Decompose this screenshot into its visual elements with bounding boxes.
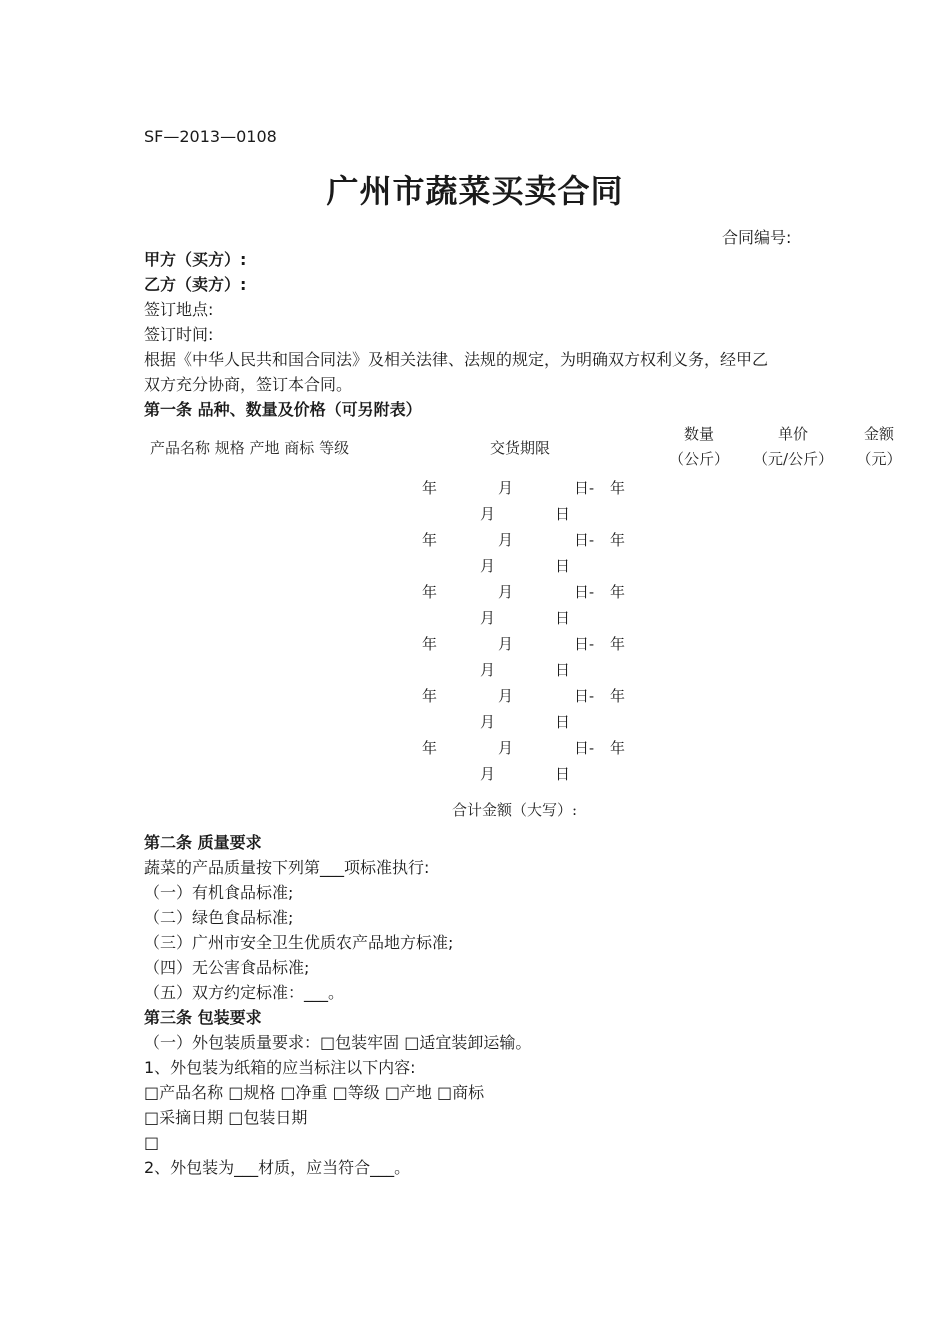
delivery-date-part: 月 bbox=[498, 635, 514, 653]
article-1-title: 第一条 品种、数量及价格（可另附表） bbox=[144, 400, 422, 419]
packaging-line: 2、外包装为___材质，应当符合___。 bbox=[144, 1158, 411, 1177]
delivery-date-part: 年 bbox=[422, 531, 438, 549]
delivery-date-part: 日 bbox=[555, 557, 571, 575]
quantity-label: 数量 bbox=[683, 425, 714, 443]
document-code: SF—2013—0108 bbox=[144, 127, 277, 146]
delivery-date-part: 年 bbox=[422, 583, 438, 601]
amount-label: 金额 bbox=[863, 425, 894, 443]
sign-place-label: 签订地点: bbox=[144, 300, 214, 319]
quantity-unit: （公斤） bbox=[668, 450, 729, 468]
packaging-checkbox-line: □产品名称 □规格 □净重 □等级 □产地 □商标 bbox=[144, 1083, 485, 1102]
table-header-delivery: 交货期限 bbox=[490, 439, 551, 457]
delivery-date-part: 月 bbox=[498, 739, 514, 757]
delivery-date-part: 月 bbox=[498, 583, 514, 601]
standard-item: （三）广州市安全卫生优质农产品地方标准; bbox=[144, 933, 454, 952]
preamble-line-2: 双方充分协商，签订本合同。 bbox=[144, 375, 353, 394]
amount-unit: （元） bbox=[856, 450, 902, 468]
delivery-date-part: 年 bbox=[422, 739, 438, 757]
delivery-date-part: 日 bbox=[555, 609, 571, 627]
delivery-date-part: 日- bbox=[574, 531, 595, 549]
delivery-date-part: 年 bbox=[610, 739, 626, 757]
sign-time-label: 签订时间: bbox=[144, 325, 214, 344]
unit-price-unit: （元/公斤） bbox=[752, 450, 834, 468]
total-amount-label: 合计金额（大写）: bbox=[452, 801, 578, 819]
delivery-date-part: 日 bbox=[555, 713, 571, 731]
packaging-line: （一）外包装质量要求：□包装牢固 □适宜装卸运输。 bbox=[144, 1033, 532, 1052]
party-b-label: 乙方（卖方）: bbox=[144, 275, 247, 294]
delivery-date-part: 月 bbox=[480, 609, 496, 627]
delivery-date-part: 月 bbox=[480, 713, 496, 731]
party-a-label: 甲方（买方）: bbox=[144, 250, 247, 269]
delivery-date-part: 月 bbox=[498, 687, 514, 705]
article-2-title: 第二条 质量要求 bbox=[144, 833, 262, 852]
delivery-date-part: 月 bbox=[480, 661, 496, 679]
delivery-date-part: 年 bbox=[422, 479, 438, 497]
delivery-date-part: 月 bbox=[498, 531, 514, 549]
delivery-date-part: 年 bbox=[422, 687, 438, 705]
delivery-date-part: 年 bbox=[610, 531, 626, 549]
delivery-date-part: 日 bbox=[555, 661, 571, 679]
delivery-date-part: 日 bbox=[555, 765, 571, 783]
delivery-date-part: 日- bbox=[574, 635, 595, 653]
contract-number-label: 合同编号: bbox=[722, 228, 792, 247]
delivery-date-part: 年 bbox=[610, 687, 626, 705]
page-title: 广州市蔬菜买卖合同 bbox=[326, 172, 624, 210]
delivery-date-part: 年 bbox=[610, 479, 626, 497]
table-header-product: 产品名称 规格 产地 商标 等级 bbox=[150, 439, 350, 457]
delivery-date-part: 年 bbox=[610, 635, 626, 653]
packaging-line: 1、外包装为纸箱的应当标注以下内容: bbox=[144, 1058, 416, 1077]
preamble-line-1: 根据《中华人民共和国合同法》及相关法律、法规的规定，为明确双方权利义务，经甲乙 bbox=[144, 350, 769, 369]
delivery-date-part: 日- bbox=[574, 583, 595, 601]
delivery-date-part: 年 bbox=[610, 583, 626, 601]
table-header-amount bbox=[852, 422, 906, 472]
table-header-unit-price bbox=[748, 422, 838, 472]
delivery-date-part: 日- bbox=[574, 479, 595, 497]
delivery-date-part: 月 bbox=[480, 505, 496, 523]
article-2-intro: 蔬菜的产品质量按下列第___项标准执行: bbox=[144, 858, 430, 877]
article-3-title: 第三条 包装要求 bbox=[144, 1008, 262, 1027]
delivery-date-part: 日- bbox=[574, 687, 595, 705]
delivery-date-part: 年 bbox=[422, 635, 438, 653]
standard-item: （四）无公害食品标准; bbox=[144, 958, 310, 977]
packaging-checkbox-line: □采摘日期 □包装日期 bbox=[144, 1108, 308, 1127]
packaging-checkbox-line: □ bbox=[144, 1133, 160, 1152]
standard-item: （五）双方约定标准：___。 bbox=[144, 983, 345, 1002]
standard-item: （二）绿色食品标准; bbox=[144, 908, 294, 927]
unit-price-label: 单价 bbox=[777, 425, 808, 443]
standard-item: （一）有机食品标准; bbox=[144, 883, 294, 902]
delivery-date-part: 日 bbox=[555, 505, 571, 523]
delivery-date-part: 月 bbox=[480, 557, 496, 575]
table-header-quantity bbox=[664, 422, 734, 472]
delivery-date-part: 月 bbox=[480, 765, 496, 783]
delivery-date-part: 月 bbox=[498, 479, 514, 497]
delivery-date-part: 日- bbox=[574, 739, 595, 757]
